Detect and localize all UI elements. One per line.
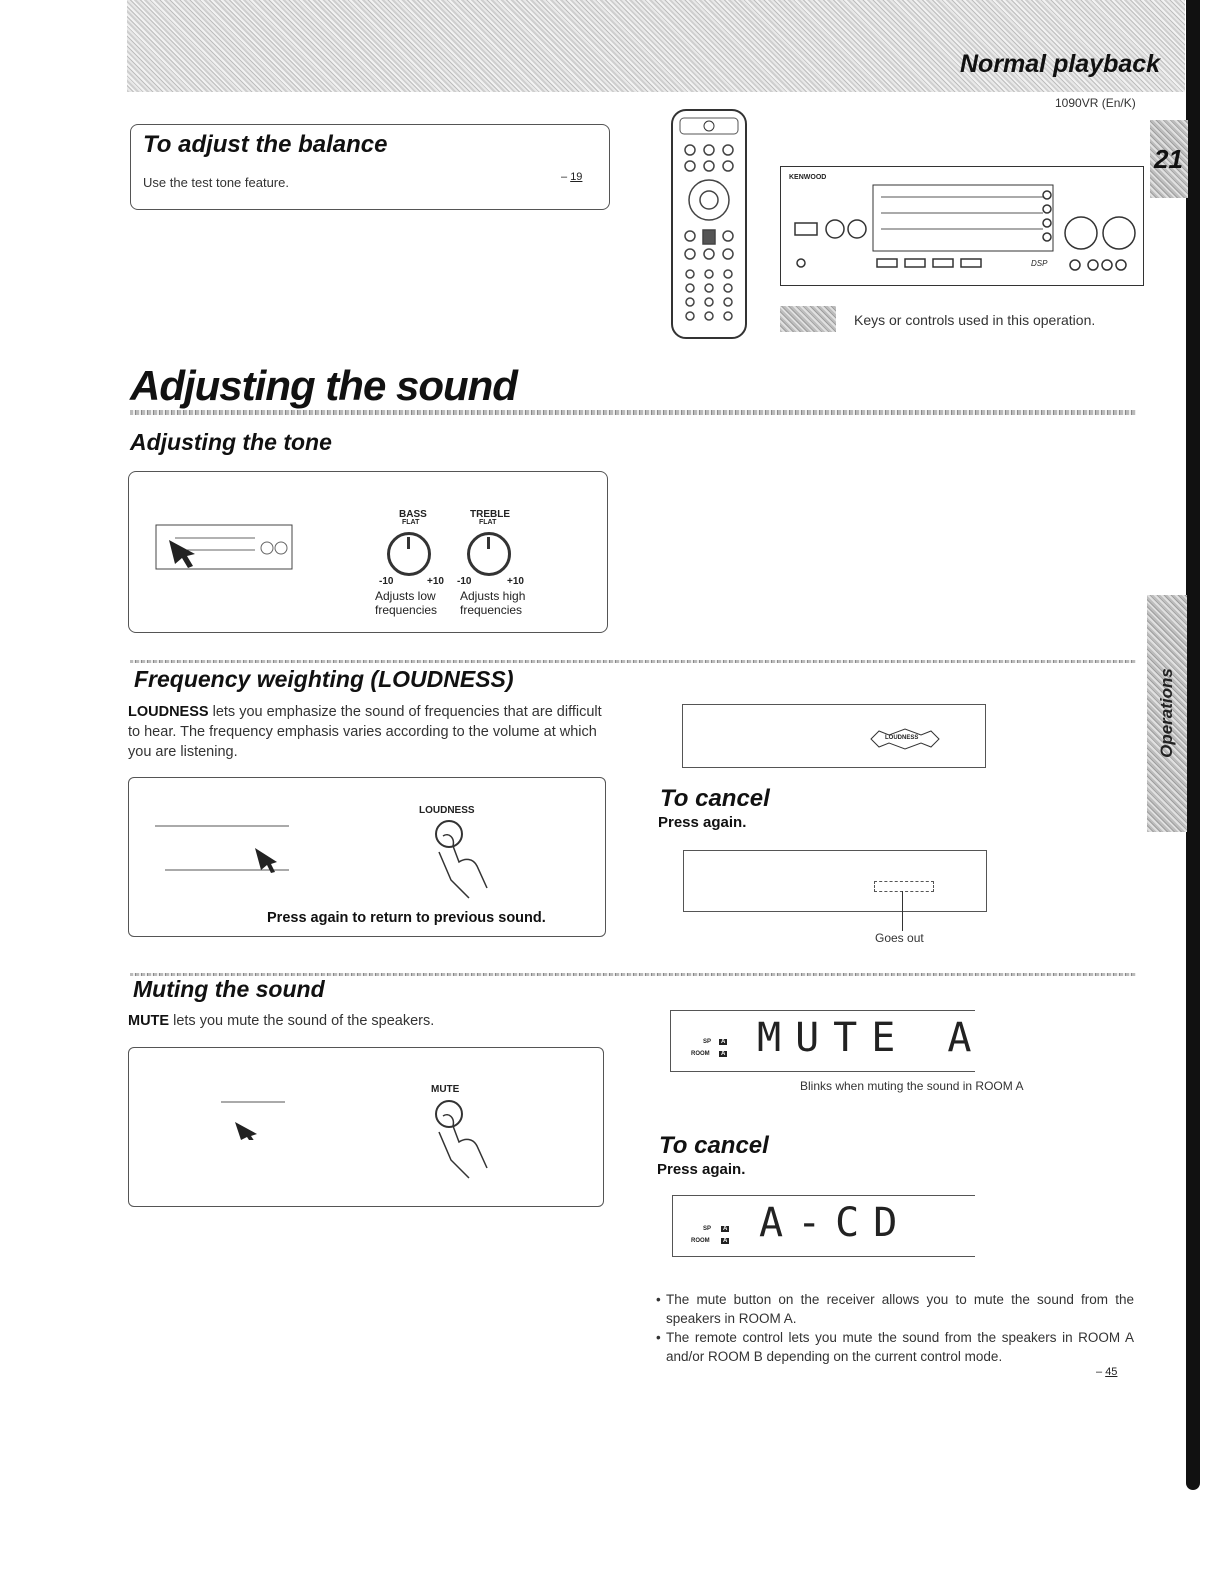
mute-sp-indicator: A — [721, 1039, 726, 1045]
treble-desc-1: Adjusts high — [460, 589, 526, 603]
bass-max: +10 — [427, 576, 444, 587]
bass-knob[interactable] — [387, 532, 431, 576]
mute-off-display-text: A-CD — [759, 1200, 912, 1246]
mute-cancel-title: To cancel — [659, 1132, 769, 1159]
side-tab-label: Operations — [1157, 668, 1176, 758]
balance-ref — [561, 171, 582, 183]
loudness-button-label: LOUDNESS — [419, 805, 475, 816]
bullet-icon: • — [656, 1292, 661, 1307]
legend-text: Keys or controls used in this operation. — [854, 312, 1096, 328]
dsp-label: DSP — [1031, 259, 1048, 268]
receiver-brand: KENWOOD — [789, 174, 827, 181]
ref-arrow-icon: – — [1096, 1366, 1103, 1378]
loudness-cancel-title: To cancel — [660, 785, 770, 812]
loudness-display — [682, 704, 986, 768]
goes-out-label: Goes out — [875, 931, 924, 945]
mute-sp-label: SP — [703, 1039, 712, 1045]
mute-off-sp-indicator: A — [723, 1226, 728, 1232]
mute-ref — [1096, 1366, 1117, 1378]
mute-keyword: MUTE — [128, 1013, 170, 1029]
balance-ref-number: 19 — [570, 171, 583, 183]
bass-desc-1: Adjusts low — [375, 589, 436, 603]
goes-out-pointer — [902, 891, 903, 931]
mute-display-text: MUTE A — [757, 1015, 986, 1061]
mute-off-room-indicator: A — [723, 1238, 728, 1244]
bass-min: -10 — [379, 576, 394, 587]
section-divider-1 — [130, 660, 1136, 663]
mute-notes — [656, 1291, 1134, 1366]
balance-title: To adjust the balance — [143, 131, 388, 158]
mute-off-display — [672, 1195, 975, 1257]
mute-body — [128, 1013, 434, 1029]
mute-display-caption: Blinks when muting the sound in ROOM A — [800, 1079, 1024, 1093]
loudness-note: Press again to return to previous sound. — [267, 910, 546, 926]
treble-knob[interactable] — [467, 532, 511, 576]
page-number: 21 — [1154, 144, 1183, 174]
loudness-body — [128, 702, 604, 762]
mute-box — [128, 1047, 604, 1207]
receiver-front-panel — [780, 166, 1144, 286]
loudness-cancel-text: Press again. — [658, 814, 747, 831]
treble-max: +10 — [507, 576, 524, 587]
mute-button-label: MUTE — [431, 1084, 460, 1095]
mute-room-label: ROOM — [691, 1051, 710, 1057]
main-title: Adjusting the sound — [130, 362, 517, 409]
header-title: Normal playback — [960, 50, 1161, 78]
mute-note-2 — [656, 1329, 1134, 1366]
bullet-icon: • — [656, 1330, 661, 1345]
mini-receiver-icon — [155, 524, 295, 574]
treble-min: -10 — [457, 576, 472, 587]
mute-panel-icon — [221, 1100, 291, 1140]
treble-flat-label: FLAT — [479, 519, 497, 526]
receiver-panel-icon — [781, 167, 1143, 285]
mute-ref-number: 45 — [1105, 1366, 1118, 1378]
mute-title: Muting the sound — [133, 976, 325, 1002]
mute-display — [670, 1010, 986, 1072]
mute-room-indicator: A — [721, 1051, 726, 1057]
model-code: 1090VR (En/K) — [1055, 96, 1136, 110]
treble-knob-pointer — [487, 537, 490, 549]
legend-swatch — [780, 306, 836, 332]
treble-label: TREBLE — [470, 509, 510, 520]
bass-label: BASS — [399, 509, 427, 520]
bass-knob-pointer — [407, 537, 410, 549]
bass-desc-2: frequencies — [375, 603, 438, 617]
loudness-off-indicator — [874, 881, 934, 892]
mute-note-1 — [656, 1291, 1134, 1328]
remote-control-illustration — [668, 108, 750, 340]
loudness-off-display — [683, 850, 987, 912]
loudness-keyword: LOUDNESS — [128, 704, 209, 720]
operations-side-tab — [1147, 595, 1187, 832]
loudness-title: Frequency weighting (LOUDNESS) — [134, 666, 514, 692]
mute-cancel-text: Press again. — [657, 1161, 746, 1178]
mute-off-sp-label: SP — [703, 1226, 712, 1232]
balance-box — [130, 124, 610, 210]
treble-desc-2: frequencies — [460, 603, 523, 617]
bass-flat-label: FLAT — [402, 519, 420, 526]
mute-body-text: lets you mute the sound of the speakers. — [169, 1013, 435, 1029]
loudness-indicator: LOUDNESS — [885, 735, 919, 741]
page-number-tab — [1150, 120, 1188, 198]
mute-note-2-text: The remote control lets you mute the sound from the speakers in ROOM A and/or ROOM B depending on the current control mode. — [666, 1330, 1134, 1364]
loudness-panel-icon — [155, 824, 295, 874]
loudness-box — [128, 777, 606, 937]
tone-title: Adjusting the tone — [130, 429, 332, 455]
page-spine — [1186, 0, 1200, 1490]
remote-control-icon — [668, 108, 750, 340]
tone-box — [128, 471, 608, 633]
mute-note-1-text: The mute button on the receiver allows you to mute the sound from the speakers in ROOM A. — [666, 1292, 1134, 1326]
loudness-body-text: lets you emphasize the sound of frequencies that are difficult to hear. The frequency emphasis varies according to the volume at which you are listening. — [128, 704, 602, 760]
pressing-finger-icon — [429, 832, 499, 902]
ref-arrow-icon: – — [561, 171, 568, 183]
main-title-rule — [130, 410, 1136, 415]
mute-finger-icon — [429, 1112, 499, 1182]
mute-off-room-label: ROOM — [691, 1238, 710, 1244]
balance-text: Use the test tone feature. — [143, 175, 289, 190]
